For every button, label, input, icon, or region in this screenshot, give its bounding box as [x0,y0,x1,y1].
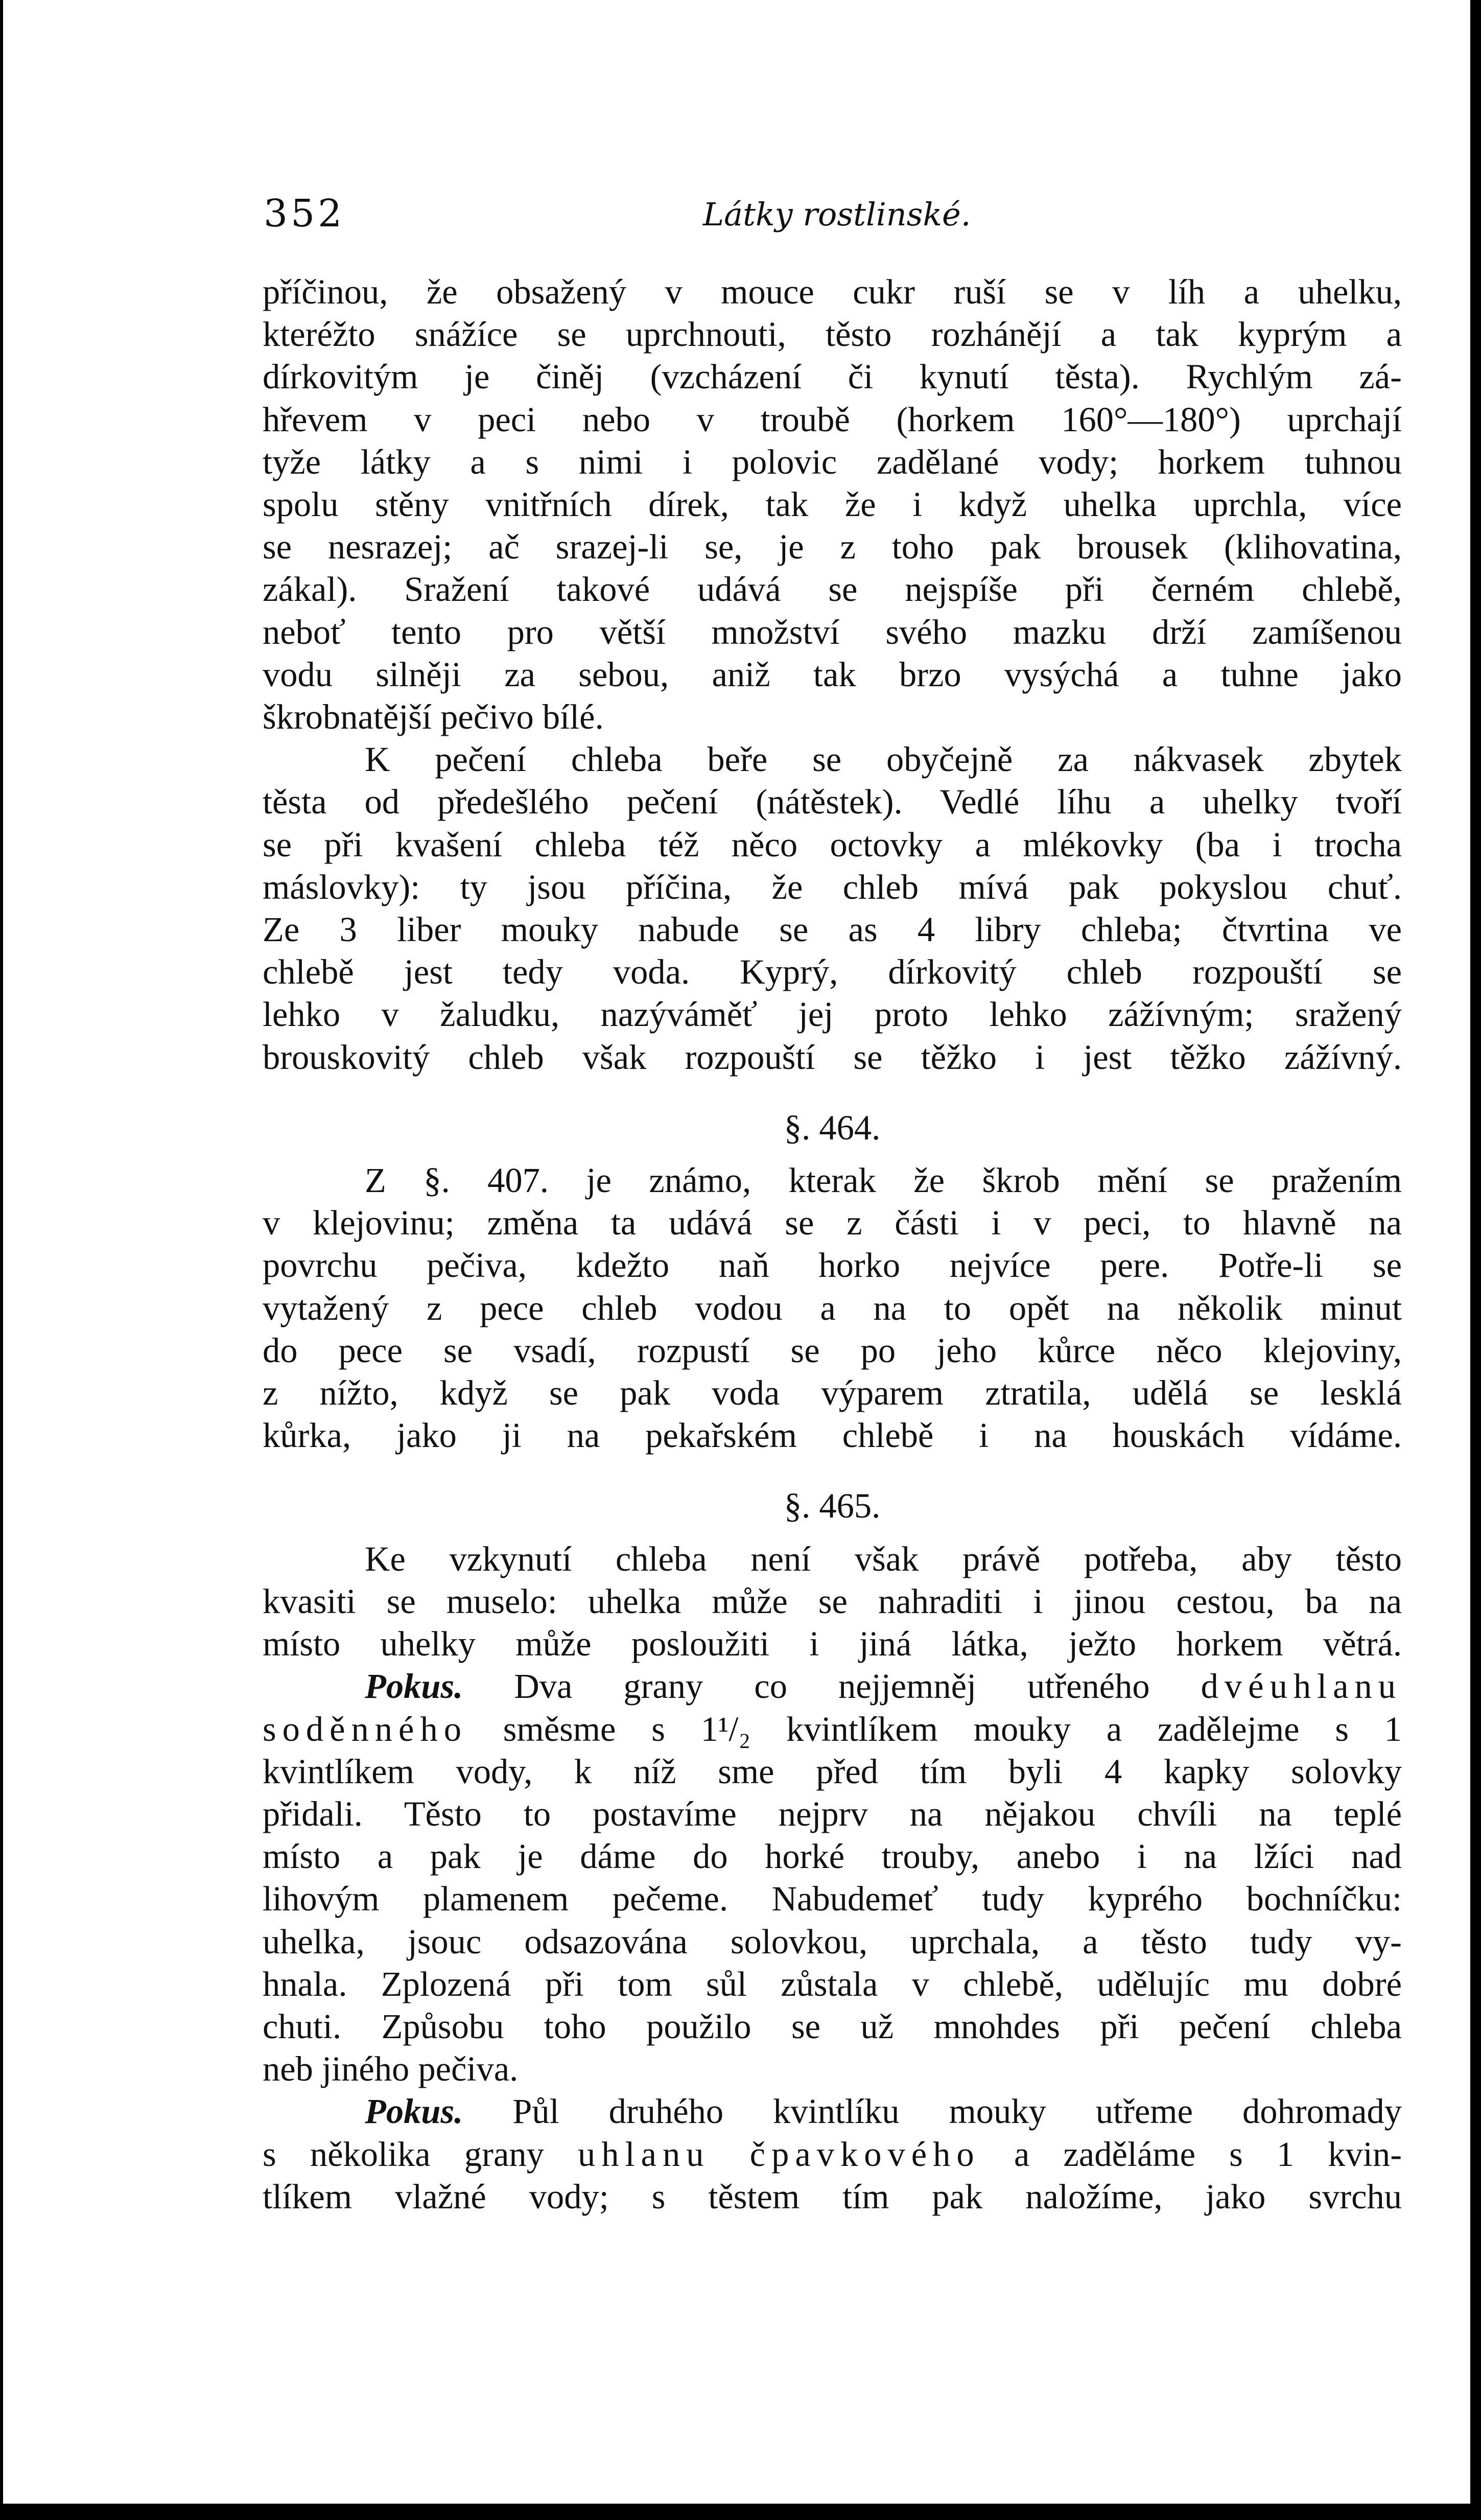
text-line: hnala. Zplozená při tom sůl zůstala v chlebě, udělujíc mu dobré [263,1964,1402,2003]
text-line: Z §. 407. je známo, kterak že škrob mění se pražením [365,1161,1402,1200]
text-line: těsta od předešlého pečení (nátěstek). Vedlé líhu a uhelky tvoří [263,782,1402,822]
text-line: vodu silněji za sebou, aniž tak brzo vysýchá a tuhne jako [263,655,1402,694]
text-line: tlíkem vlažné vody; s těstem tím pak naložíme, jako svrchu [263,2177,1402,2216]
text-line: škrobnatější pečivo bílé. [263,697,604,737]
text-line: kteréžto snážíce se uprchnouti, těsto rozhánějí a tak kyprým a [263,315,1402,354]
page-number: 352 [264,192,345,236]
text-line: soděnného směsme s 1¹/₂ kvintlíkem mouky a zadělejme s 1 [263,1709,1402,1748]
paragraph-4 [263,1538,1402,1666]
text-line: do pece se vsadí, rozpustí se po jeho kůrce něco klejoviny, [263,1331,1402,1370]
text-line: se nesrazej; ač srazej-li se, je z toho pak brousek (klihovatina, [263,527,1402,567]
text-line: lihovým plamenem pečeme. Nabudemeť tudy kyprého bochníčku: [263,1879,1402,1919]
page-header [264,192,1418,243]
text-line: chuti. Způsobu toho použilo se už mnohdes při pečení chleba [263,2006,1402,2046]
text-line: spolu stěny vnitřních dírek, tak že i když uhelka uprchla, více [263,485,1402,524]
text-line: Ke vzkynutí chleba není však právě potřeba, aby těsto [365,1539,1402,1578]
paragraph-2 [263,738,1402,1079]
page-body [263,271,1402,2218]
text-line: se při kvašení chleba též něco octovky a mlékovky (ba i trocha [263,825,1402,864]
text-line: Pokus. Dva grany co nejjemněj utřeného dvéuhlanu [365,1667,1402,1706]
text-line: v klejovinu; změna ta udává se z části i v peci, to hlavně na [263,1203,1402,1243]
text-line: brouskovitý chleb však rozpouští se těžko i jest těžko zážívný. [263,1037,1402,1077]
text-line: vytažený z pece chleb vodou a na to opět na několik minut [263,1288,1402,1327]
text-line: uhelka, jsouc odsazována solovkou, uprchala, a těsto tudy vy- [263,1922,1402,1961]
text-line: kůrka, jako ji na pekařském chlebě i na houskách vídáme. [263,1416,1402,1455]
text-line: Pokus. Půl druhého kvintlíku mouky utřeme dohromady [365,2092,1402,2131]
text-line: místo a pak je dáme do horké trouby, anebo i na lžíci nad [263,1837,1402,1876]
text-line: místo uhelky může posloužiti i jiná látka, ježto horkem větrá. [263,1624,1402,1664]
experiment-1 [263,1665,1402,2090]
text-line: máslovky): ty jsou příčina, že chleb mívá pak pokyslou chuť. [263,867,1402,906]
text-line: zákal). Sražení takové udává se nejspíše při černém chlebě, [263,570,1402,609]
section-heading-464: §. 464. [784,1108,881,1147]
text-line: kvintlíkem vody, k níž sme před tím byli 4 kapky solovky [263,1752,1402,1791]
text-line: chlebě jest tedy voda. Kyprý, dírkovitý chleb rozpouští se [263,952,1402,992]
spaced-term: dvéuhlanu [1201,1667,1402,1706]
experiment-label: Pokus. [365,1667,463,1706]
text-line: s několika grany uhlanu čpavkového a zaděláme s 1 kvin- [263,2134,1402,2174]
spaced-term: soděnného [263,1709,467,1748]
text-line: hřevem v peci nebo v troubě (horkem 160°—180°) uprchají [263,400,1402,439]
text-line: K pečení chleba beře se obyčejně za nákvasek zbytek [365,740,1402,779]
paragraph-3 [263,1159,1402,1457]
running-title: Látky rostlinské. [703,196,971,233]
text-line: tyže látky a s nimi i polovic zadělané vody; horkem tuhnou [263,442,1402,481]
spaced-term: uhlanu čpavkového [578,2134,980,2174]
experiment-label: Pokus. [365,2092,463,2131]
text-line: příčinou, že obsažený v mouce cukr ruší se v líh a uhelku, [263,272,1402,311]
experiment-2 [263,2090,1402,2218]
page-sheet [3,0,1470,2504]
section-heading-465: §. 465. [784,1486,881,1526]
text-line: povrchu pečiva, kdežto naň horko nejvíce pere. Potře-li se [263,1246,1402,1285]
text-line: neb jiného pečiva. [263,2049,519,2089]
paragraph-1 [263,271,1402,738]
text-line: lehko v žaludku, nazýváměť jej proto lehko zážívným; sražený [263,995,1402,1034]
text-line: z nížto, když se pak voda výparem ztratila, udělá se lesklá [263,1373,1402,1413]
text-line: neboť tento pro větší množství svého mazku drží zamíšenou [263,612,1402,651]
text-line: kvasiti se muselo: uhelka může se nahraditi i jinou cestou, ba na [263,1581,1402,1621]
text-line: přidali. Těsto to postavíme nejprv na nějakou chvíli na teplé [263,1794,1402,1833]
text-line: dírkovitým je činěj (vzcházení či kynutí těsta). Rychlým zá- [263,357,1402,396]
text-line: Ze 3 liber mouky nabude se as 4 libry chleba; čtvrtina ve [263,910,1402,949]
